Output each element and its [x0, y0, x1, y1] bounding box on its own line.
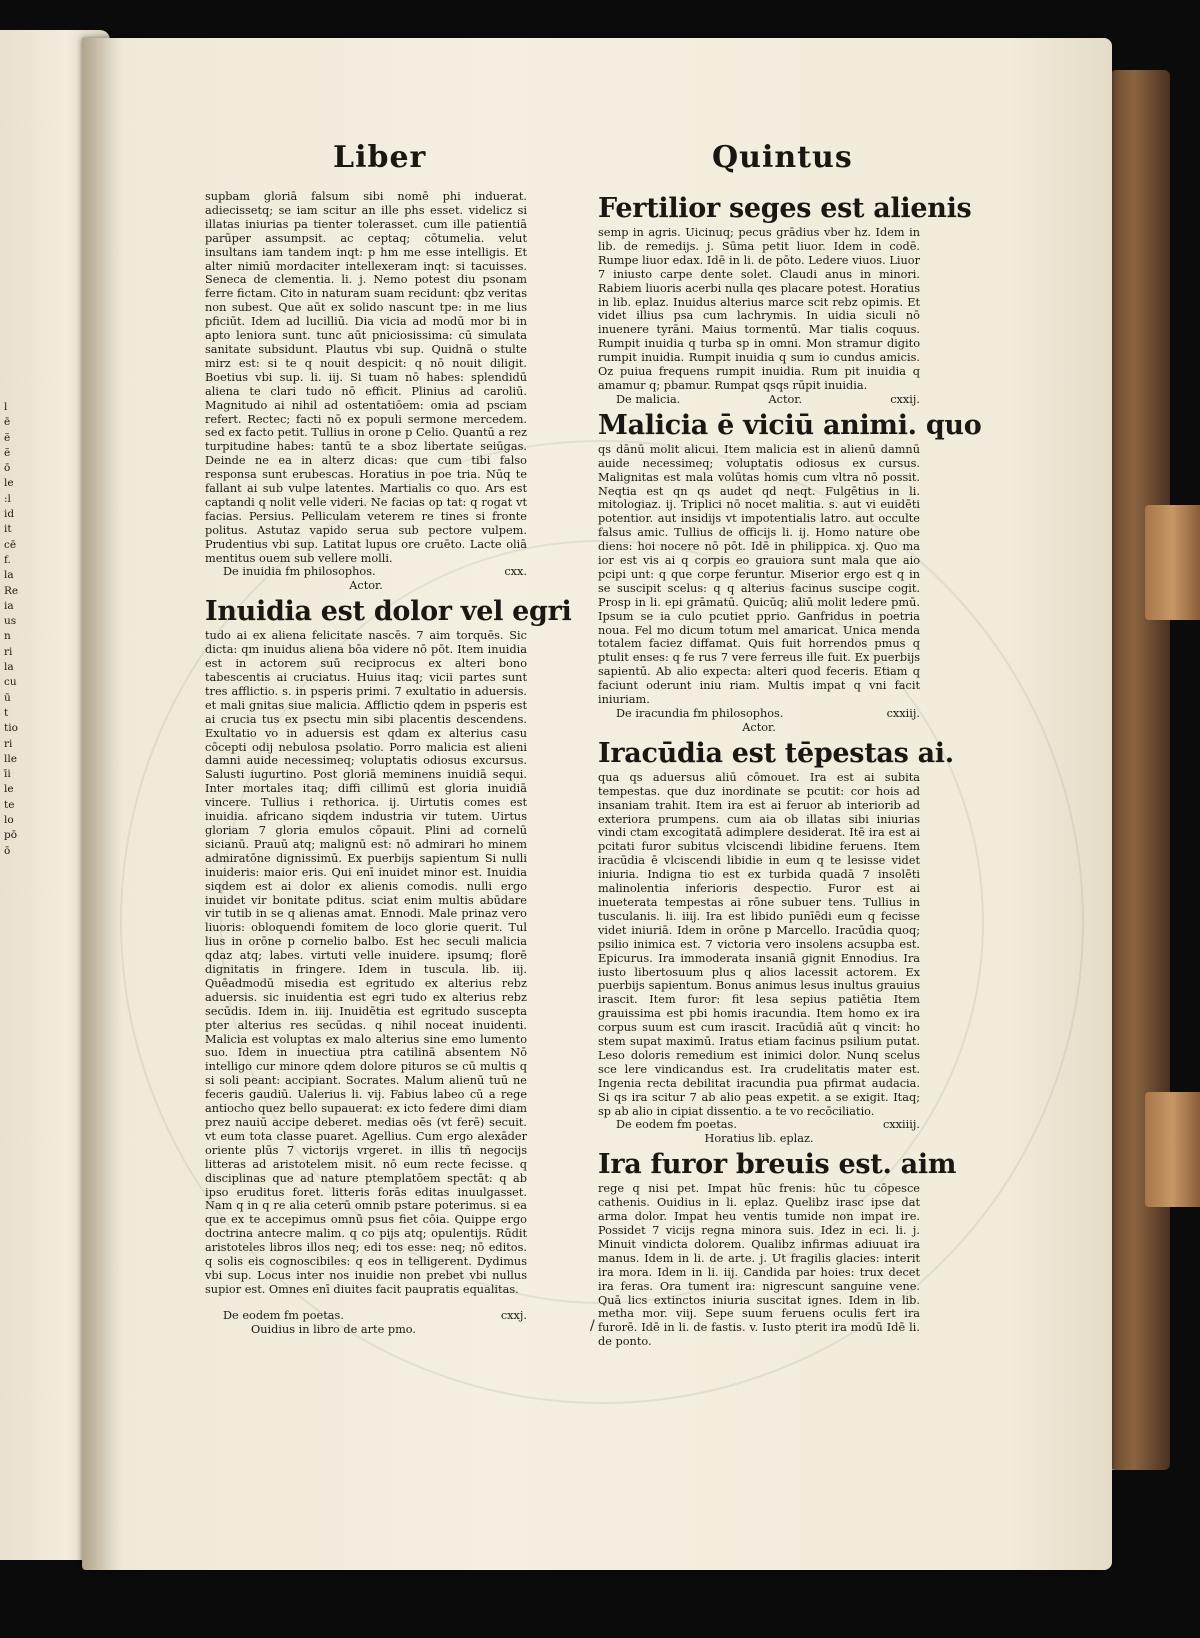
- running-head-right: Quintus: [712, 140, 853, 175]
- right-paragraph-1: semp in agris. Uicinuq; pecus grādius vber hz. Idem in lib. de remedijs. j. Sūma petit liuor. Idem in codē. Rumpe liuor edax. Idē in li. de pōto. Ledere viuos. Liuor 7 iniusto carpe dente solet. Claudi anus in minori. Rabiem liuoris acerbi nulla qes placare potest. Horatius in lib. eplaz. Inuidus alterius marce scit rebz opimis. Et videt illius psa cum lachrymis. In uidia siculi nō inuenere tyrāni. Maius tormentū. Mar tialis coquus. Rumpit inuidia q turba sp in omni. Mon stramur digito rumpit inuidia. Rumpit inuidia q sum io cundus amicis. Oz puiua frequens rumpit inuidia. Rum pit inuidia q amamur q; pbamur. Rumpat qsqs rūpit inuidia.: [598, 226, 920, 392]
- right-paragraph-3: qua qs aduersus aliū cōmouet. Ira est ai subita tempestas. que duz inordinate se pcutit: cor hois ad insaniam trahit. Item ira est ai feruor ab interiorib ad exteriora prumpens. cum aia ob illatas sibi iniurias vindi ctam excogitatā adimplere desiderat. Itē ira est ai pcitati furor subitus vlciscendi libidine feruens. Item iracūdia ē vlciscendi libidie in eum q te lesisse videt iniuria. Indigna tio est ex turbida quadā 7 insolēti malinolentia inferioris despectio. Furor est ai inueterata tempestas ai rōne subuer tens. Tullius in tusculanis. li. iiij. Ira est libido punīēdi eum q fecisse videt iniuriā. Idem in orōne p Marcello. Iracūdia quoq; psilio inimica est. 7 victoria vero insolens acsupba est. Epicurus. Ira immoderata insaniā gignit Ennodius. Ira iusto libertosuum plus q alios lacessit actorem. Ex puerbijs sapientum. Bonus animus lesus inultus grauius irascit. Item furor: fit lesa sepius patiētia Item grauissima est pbi homis iracundia. Item homo ex ira corpus suum est cum irascit. Iracūdiā aūt q vincit: ho stem supat maximū. Iratus etiam facinus psilium putat. Leso doloris remedium est inimici dolor. Nunq scelus sce lere vindicandus est. Ira crudelitatis mater est. Ingenia recta debilitat iracundia pua pfirmat audacia. Si qs ira scitur 7 ab alio peas expetit. a se exigit. Itaq; sp ab alio in cipiat dissentio. a te vo recōciliatio.: [598, 770, 920, 1118]
- caption-text: De malicia.: [616, 392, 681, 406]
- left-paragraph-1: supbam gloriā falsum sibi nomē phi induerat. adiecissetq; se iam scitur an ille phs esset. videlicz si illatas iniurias pa tienter tolerasset. cum ille patientiā parūper assumpsit. ac ceptaq; cōtumelia. velut insultans iam tandem inqt: p hm me esse intelligis. Et alter nimiū mordaciter intellexeram inqt: si tacuisses. Seneca de clementia. li. j. Nemo potest diu psonam ferre fictam. Cito in naturam suam recidunt: qbz veritas non subest. Que aūt ex solido nascunt tpe: in me lius pficiūt. Idem ad lucilliū. Dia vicia ad modū mor bi in apto leniora sunt. tunc aūt pniciosissima: cū simulata sanitate subsidunt. Plautus vbi sup. Quidnā o stulte mirz est: si te q nouit despicit: q nō nouit diligit. Boetius vbi sup. li. iij. Si tuam nō habes: splendidū aliena te clari tudo nō efficit. Plinius ad caroliū. Magnitudo ai nihil ad ostentatiōem: omia ad psciam refert. Rectec; facti nō ex populi sermone mercedem. sed ex facto petit. Tullius in orone p Celio. Quantū a rez turpitudine habes: tantū te a sboz libertate seiūgas. Deinde ne ea in alterz dicas: que cum tibi falso responsa sunt erubescas. Horatius in poe tria. Nūq te fallant ai sub vulpe latentes. Martialis co quo. Ars est captandi q nolit velle videri. Ne facias op tat: q rogat vt facias. Persius. Pelliculam veterem re tines si fronte politus. Astutaz vapido serua sub pectore vulpem. Prudentius vbi sup. Latitat lupus ore cruēto. Lacte oliā mentitus ouem sub vellere molli.: [205, 190, 527, 565]
- right-paragraph-4: rege q nisi pet. Impat hūc frenis: hūc tu cōpesce cathenis. Ouidius in li. eplaz. Quelibz irasc ipse dat arma dolor. Impat heu ventis tumide non impat ire. Possidet 7 vicijs regna minora suis. Idez in eci. li. j. Minuit vindicta dolorem. Qualibz infirmas adiuuat ira manus. Idem in li. de arte. j. Ut fragilis glacies: interit ira mora. Idem in li. iij. Candida par hoies: trux decet ira feras. Ora tument ira: nigrescunt sanguine vene. Quā lics extinctos iniuria suscitat ignes. Idem in lib. metha mor. viij. Sepe suum feruens oculis fert ira furorē. Idē in li. de fastis. v. Iusto pterit ira modū Idē li. de ponto.: [598, 1182, 920, 1349]
- caption-malicia: [598, 393, 920, 407]
- left-paragraph-2: tudo ai ex aliena felicitate nascēs. 7 aim torquēs. Sic dicta: qm inuidus aliena bōa videre nō pōt. Item inuidia est in actorem suū reciprocus ex alteri bono tabescentis ai cruciatus. Huius itaq; vicii partes sunt tres afflictio. s. in psperis primi. 7 exultatio in aduersis. et mali gnitas siue malicia. Afflictio qdem in psperis est ai crucia tus ex psectu min sibi placentis descendens. Exultatio vo in aduersis est qdam ex alterius casu cōcepti odij nebulosa psolatio. Porro malicia est alieni damni auide necessimeq; voluptatis odiosus excursus. Salusti iugurtino. Post gloriā meminens inuidiā sequi. Inter mortales itaq; diffi cillimū est gloria inuidiā vincere. Tullius i rethorica. ij. Uirtutis comes est inuidia. africano siqdem industria vir tutem. Uirtus gloriam 7 gloria emulos cōpauit. Plini ad cornelū sicianū. Prauū atq; malignū est: nō admirari ho minem admiratōne dignissimū. Ex puerbijs sapientum Si nulli inuideris: maior eris. Qui enī inuidet minor est. Inuidia siqdem est ai dolor ex alienis comodis. nulli ergo inuidet vir bonitate pditus. sciat enim multis abūdare vir tutib in se q alienas amat. Ennodi. Male prinaz vero liuoris: obloquendi fomitem de loco glorie querit. Tul lius in orōne p cornelio balbo. Est hec seculi malicia qdaz atq; labes. virtuti velle inuidere. ipsumq; florē dignitatis in fringere. Idem in tuscula. lib. iij. Quēadmodū misedia est egritudo ex alterius rebz aduersis. sic inuidentia est egri tudo ex alterius rebz secūdis. Idem in. iiij. Inuidētia est egritudo suscepta pter alterius res secūdas. q nihil noceat inuidenti. Malicia est voluptas ex malo alterius sine emo lumento suo. Idem in inuectiua ptra catilinā absentem Nō intelligo cur minore qdem dolore pituros se cū multis q si soli peant: accipiant. Socrates. Malum alienū tuū ne feceris gaudiū. Ualerius li. vij. Fabius labeo cū a rege antiocho quez bello supauerat: ex icto federe dimi diam prez nauiū accipe deberet. medias oēs (vt ferē) secuit. vt eum tota classe puaret. Agellius. Cum ergo alexāder oriente plūs 7 victorijs vrgeret. in illis tñ negocijs litteras ad aristotelem misit. nō eum recte fecisse. q disciplinas que ad nature ptemplatōem spectāt: q ab ipso eruditus foret. litteris forās editas inuulgasset. Nam q in q re alia ceterū omnib pstare poterimus. si ea que ex te accepimus omnū psus fiet cōia. Quippe ergo doctrina antecre malim. q co pijs atq; opulentijs. Rūdit aristoteles libros illos neq; edi tos esse: neq; nō editos. q solis eis cognoscibiles: q eos in telligerent. Dydimus vbi sup. Locus inter nos inuidie non prebet vbi nullus supior est. Omnes enī diuites facit paupratis equalitas.: [205, 629, 527, 1296]
- right-column: [598, 190, 982, 1349]
- caption-poetas: [598, 1118, 920, 1132]
- book-cover: [1110, 70, 1170, 1470]
- clasp-strap-upper: [1145, 505, 1200, 620]
- left-column: [205, 190, 572, 1337]
- left-page-fragment: l ē ẽ ẽ ō le :l id it cē f. la Re ia us n ri la cu ū t tio ri lle īi le te lo pō ō: [4, 401, 19, 857]
- running-head-left: Liber: [333, 140, 427, 175]
- caption-text: De eodem fm poetas.: [223, 1308, 344, 1322]
- actor-label: Actor.: [742, 720, 776, 734]
- gutter-shadow: [82, 38, 122, 1570]
- caption-text: De inuidia fm philosophos.: [223, 565, 376, 579]
- chapter-heading-iracundia: Iracūdia est tēpestas ai.: [598, 737, 954, 769]
- caption-iracundia: [598, 707, 920, 721]
- actor-label: Actor.: [768, 392, 803, 406]
- chapter-heading-malicia: Malicia ē viciū animi. quo: [598, 409, 982, 441]
- chapter-number: cxxj.: [500, 1308, 527, 1322]
- chapter-number: cxxij.: [890, 392, 920, 406]
- caption-poetas: [205, 1309, 527, 1323]
- chapter-heading-fertilior: Fertilior seges est alienis: [598, 193, 972, 224]
- chapter-heading-inuidia: Inuidia est dolor vel egri: [205, 596, 572, 628]
- page-mark: /: [590, 1318, 595, 1334]
- chapter-number: cxxiiij.: [882, 1118, 920, 1132]
- chapter-number: cxx.: [504, 565, 527, 579]
- chapter-heading-ira-furor: Ira furor breuis est. aim: [598, 1149, 957, 1181]
- caption-inuidia: [205, 565, 527, 579]
- caption-text: De eodem fm poetas.: [616, 1118, 737, 1132]
- caption-sub: Ouidius in libro de arte pmo.: [251, 1322, 416, 1336]
- caption-sub: Horatius lib. eplaz.: [704, 1132, 814, 1146]
- clasp-strap-lower: [1145, 1092, 1200, 1207]
- chapter-number: cxxiij.: [886, 707, 920, 720]
- caption-text: De iracundia fm philosophos.: [616, 707, 784, 720]
- right-paragraph-2: qs dānū molit alicui. Item malicia est in alienū damnū auide necessimeq; voluptatis odiosus ex cursus. Malignitas est mala volūtas homis cum vltra nō possit. Neqtia est qn qs audet qd neqt. Fulgētius in li. mitologiaz. ij. Triplici nō nocet malitia. s. aut vi euidēti potentior. aut insidijs vt impotentialis latro. aut occulte falsus amic. Tullius de officijs li. ij. Homo nature obe diens: hoi nocere nō pōt. Idē in philippica. xj. Quo ma ior est vis ai q corpis eo grauiora sunt mala que aio pcipi unt: q que corpe feruntur. Miserior ergo est q in se suscipit scelus: q q alterius facinus suscipe cogit. Prosp in li. epi grāmatū. Quicūq; aliū molit ledere pmū. Ipsum se ia culo pcutiet pprio. Ganfridus in poetria noua. Fel mo dicum totum mel amaricat. Unica menda totalem faciez diffamat. Quis fuit horrendos pmus q ptulit enses: q fe rus 7 vere ferreus ille fuit. Ex puerbijs sapientū. Ab alio expecta: alteri quod feceris. Etiam q faciunt oderunt iniu riam. Multis impat q vni facit iniuriam.: [598, 442, 920, 707]
- actor-label: Actor.: [349, 579, 383, 593]
